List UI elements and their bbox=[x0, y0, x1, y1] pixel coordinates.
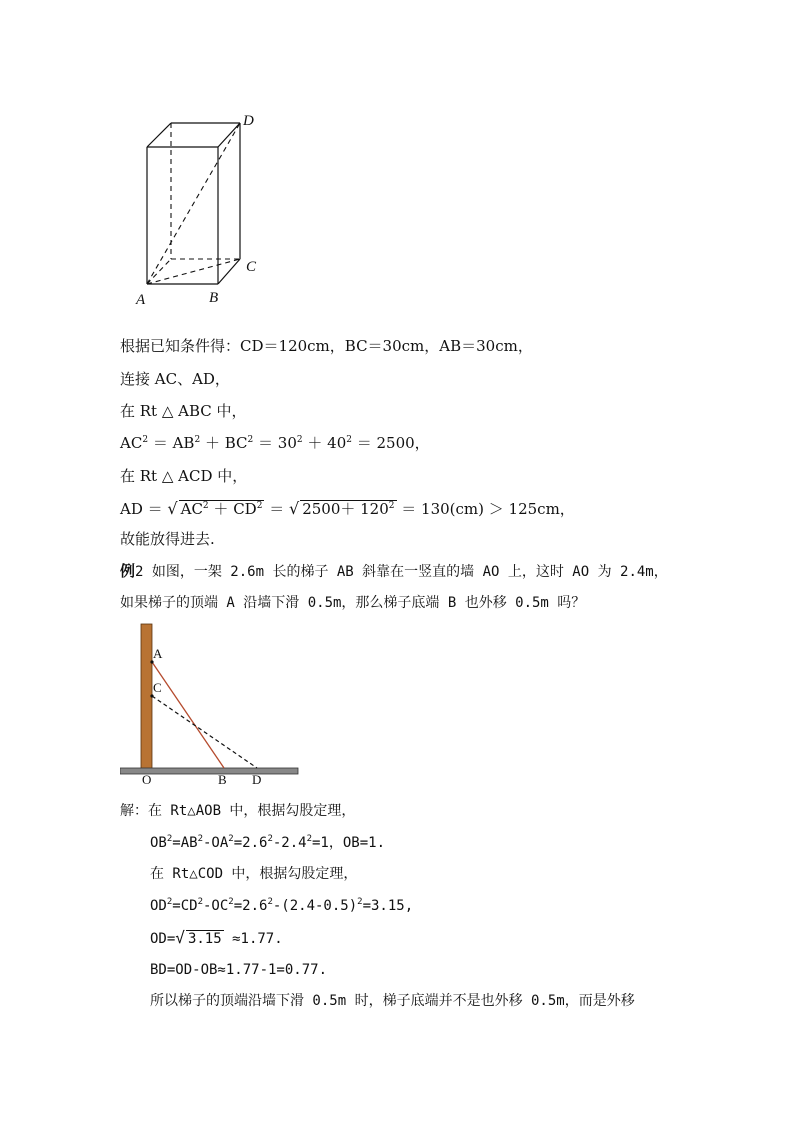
solution2-cod: 在 Rt△COD 中，根据勾股定理， bbox=[150, 866, 358, 882]
eq-exp: 2 bbox=[142, 435, 149, 445]
ad-equation bbox=[120, 499, 575, 519]
diagonal-ac bbox=[147, 259, 240, 284]
example-label: 例 bbox=[120, 562, 136, 580]
eq-part: AC bbox=[120, 434, 143, 452]
in-acd-line: 在 Rt △ ACD 中， bbox=[120, 467, 248, 485]
ladder-cd bbox=[152, 696, 257, 768]
eq-exp: 2 bbox=[197, 897, 203, 907]
eq-part: ＋ 40 bbox=[302, 434, 347, 452]
eq-part: ＝ 130(cm) ＞ 125cm， bbox=[396, 500, 575, 518]
eq-exp: 2 bbox=[166, 897, 173, 907]
eq-exp: 2 bbox=[228, 897, 234, 907]
example2-line2: 如果梯子的顶端 A 沿墙下滑 0.5m，那么梯子底端 B 也外移 0.5m 吗？ bbox=[120, 595, 586, 611]
eq-part: =2.6 bbox=[233, 835, 268, 851]
eq-part: OB bbox=[150, 835, 167, 851]
wall bbox=[141, 624, 152, 770]
label-c: C bbox=[153, 680, 162, 695]
eq-part: OD= bbox=[150, 931, 176, 947]
label-a: A bbox=[136, 292, 146, 308]
box-edge bbox=[218, 259, 240, 284]
sqrt-icon: √ bbox=[167, 499, 178, 518]
eq-part: ＝ 2500， bbox=[351, 434, 430, 452]
box-edge bbox=[147, 123, 171, 147]
eq-part: 2500＋ 120 bbox=[302, 500, 389, 518]
given-values: CD＝120cm，BC＝30cm，AB＝30cm， bbox=[240, 337, 533, 355]
bd-equation: BD=OD-OB≈1.77-1=0.77. bbox=[150, 962, 328, 978]
od-value bbox=[150, 928, 283, 949]
eq-part: =2.6 bbox=[233, 898, 268, 914]
radicand bbox=[179, 500, 265, 518]
eq-exp: 2 bbox=[194, 435, 201, 445]
eq-part: ＋ CD bbox=[208, 500, 257, 518]
given-line bbox=[120, 336, 533, 356]
final-line: 所以梯子的顶端沿墙下滑 0.5m 时，梯子底端并不是也外移 0.5m，而是外移 bbox=[150, 993, 635, 1009]
example-text: 2 如图，一架 2.6m 长的梯子 AB 斜靠在一竖直的墙 AO 上，这时 AO 为 2.4m， bbox=[135, 564, 668, 580]
box-figure bbox=[130, 108, 270, 308]
eq-exp: 2 bbox=[247, 435, 254, 445]
label-a: A bbox=[153, 646, 163, 661]
eq-exp: 2 bbox=[346, 435, 352, 445]
connect-line: 连接 AC、AD， bbox=[120, 370, 230, 388]
eq-part: ＝ AB bbox=[148, 434, 195, 452]
eq-exp: 2 bbox=[256, 501, 263, 511]
eq-part: -2.4 bbox=[272, 835, 307, 851]
box-edge bbox=[218, 123, 240, 147]
given-prefix: 根据已知条件得： bbox=[120, 337, 241, 355]
eq-part: ＝ bbox=[264, 500, 289, 518]
example2-line1 bbox=[120, 561, 668, 582]
eq-part: =1，OB=1. bbox=[312, 835, 386, 851]
eq-part: ＋ BC bbox=[200, 434, 248, 452]
eq-exp: 2 bbox=[306, 834, 312, 844]
eq-exp: 2 bbox=[202, 501, 209, 511]
eq-part: =CD bbox=[172, 898, 198, 914]
eq-part: AC bbox=[180, 500, 203, 518]
eq-exp: 2 bbox=[296, 435, 303, 445]
eq-exp: 2 bbox=[166, 834, 173, 844]
label-b: B bbox=[209, 290, 219, 306]
conclusion-line: 故能放得进去. bbox=[120, 530, 215, 548]
eq-part: =AB bbox=[172, 835, 198, 851]
ac-equation bbox=[120, 433, 430, 453]
od-equation bbox=[150, 896, 413, 916]
eq-part: AD ＝ bbox=[120, 500, 168, 518]
sqrt-icon: √ bbox=[175, 928, 185, 947]
eq-part: -OA bbox=[203, 835, 229, 851]
label-b: B bbox=[218, 772, 227, 787]
label-c: C bbox=[246, 259, 257, 275]
eq-part: =3.15, bbox=[362, 898, 414, 914]
eq-part: ≈1.77. bbox=[223, 931, 283, 947]
solution2-intro: 解：在 Rt△AOB 中，根据勾股定理， bbox=[120, 803, 356, 819]
eq-part: ＝ 30 bbox=[253, 434, 297, 452]
eq-exp: 2 bbox=[357, 897, 363, 907]
eq-exp: 2 bbox=[197, 834, 203, 844]
label-o: O bbox=[142, 772, 152, 787]
radicand: 3.15 bbox=[187, 931, 222, 947]
ob-equation bbox=[150, 833, 385, 853]
eq-exp: 2 bbox=[267, 834, 273, 844]
ladder-ab bbox=[152, 662, 224, 768]
ladder-figure bbox=[120, 620, 302, 790]
label-d: D bbox=[243, 113, 254, 129]
in-abc-line: 在 Rt △ ABC 中， bbox=[120, 402, 247, 420]
radicand bbox=[300, 500, 396, 518]
sqrt-icon: √ bbox=[288, 499, 300, 518]
eq-exp: 2 bbox=[228, 834, 234, 844]
eq-exp: 2 bbox=[267, 897, 273, 907]
eq-exp: 2 bbox=[388, 501, 395, 511]
label-d: D bbox=[252, 772, 262, 787]
eq-part: OD bbox=[150, 898, 167, 914]
eq-part: -OC bbox=[203, 898, 229, 914]
eq-part: -(2.4-0.5) bbox=[272, 898, 358, 914]
